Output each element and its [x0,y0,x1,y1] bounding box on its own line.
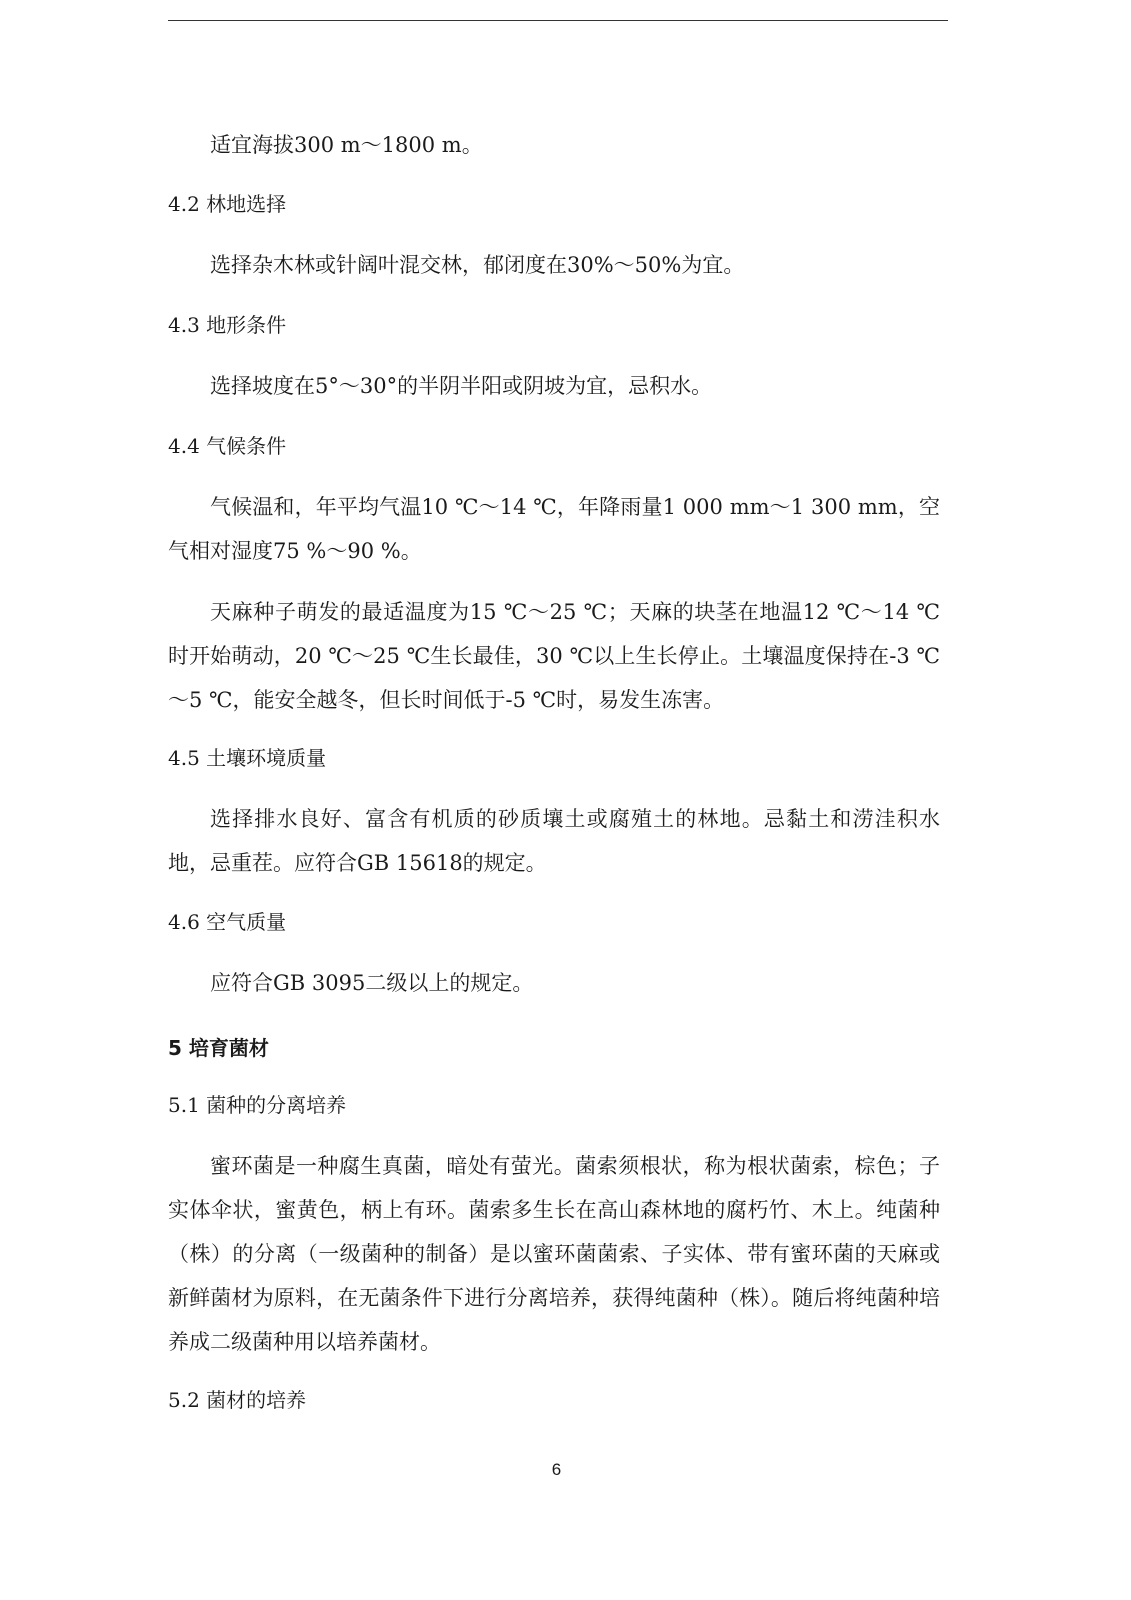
heading-4-3: 4.3 地形条件 [168,313,287,337]
heading-5-2: 5.2 菌材的培养 [168,1388,307,1412]
heading-5: 5 培育菌材 [168,1036,269,1060]
heading-4-5: 4.5 土壤环境质量 [168,746,327,770]
heading-4-2: 4.2 林地选择 [168,192,287,216]
heading-4-4: 4.4 气候条件 [168,434,287,458]
heading-4-6: 4.6 空气质量 [168,910,287,934]
header-rule [168,20,948,21]
paragraph-climate: 气候温和，年平均气温10 ℃～14 ℃，年降雨量1 000 mm～1 300 mm，空气相对湿度75 %～90 %。 [168,495,940,563]
heading-5-1: 5.1 菌种的分离培养 [168,1093,347,1117]
paragraph-temperature: 天麻种子萌发的最适温度为15 ℃～25 ℃；天麻的块茎在地温12 ℃～14 ℃时开始萌动，20 ℃～25 ℃生长最佳，30 ℃以上生长停止。土壤温度保持在-3 ℃～5 ℃，能安全越冬，但长时间低于-5 ℃时，易发生冻害。 [168,600,940,712]
paragraph-soil: 选择排水良好、富含有机质的砂质壤土或腐殖土的林地。忌黏土和涝洼积水地，忌重茬。应符合GB 15618的规定。 [168,807,940,875]
page-number: 6 [551,1460,562,1479]
paragraph-terrain: 选择坡度在5°～30°的半阴半阳或阴坡为宜，忌积水。 [210,374,713,398]
paragraph-armillaria: 蜜环菌是一种腐生真菌，暗处有萤光。菌索须根状，称为根状菌索，棕色；子实体伞状，蜜黄色，柄上有环。菌索多生长在高山森林地的腐朽竹、木上。纯菌种（株）的分离（一级菌种的制备）是以蜜环菌菌索、子实体、带有蜜环菌的天麻或新鲜菌材为原料，在无菌条件下进行分离培养，获得纯菌种（株）。随后将纯菌种培养成二级菌种用以培养菌材。 [168,1154,940,1354]
paragraph-altitude: 适宜海拔300 m～1800 m。 [210,133,483,157]
paragraph-air-quality: 应符合GB 3095二级以上的规定。 [210,971,534,995]
paragraph-forest-selection: 选择杂木林或针阔叶混交林，郁闭度在30%～50%为宜。 [210,253,745,277]
